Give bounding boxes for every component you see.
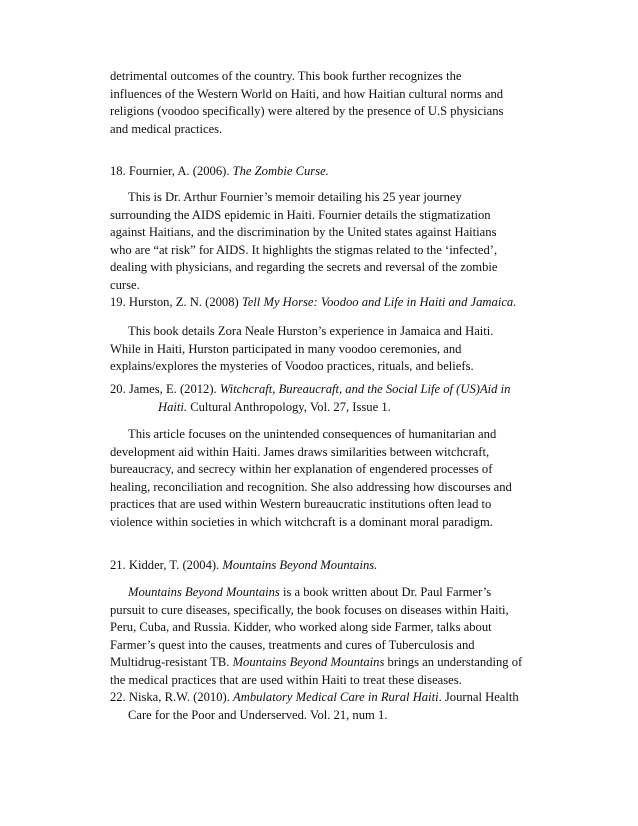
annotation-text: This book details Zora Neale Hurston’s experience in Jamaica and Haiti. While in Haiti, Hurston participated in many voodoo ceremonies, and explains/explores the mysteries of Voodoo practices, rituals, and beliefs. bbox=[110, 324, 494, 374]
entry-18 bbox=[110, 163, 530, 181]
entry-20 bbox=[110, 381, 530, 416]
citation: 18. Fournier, A. (2006). The Zombie Curse. bbox=[110, 164, 329, 178]
entry-19 bbox=[110, 294, 530, 312]
continued-annotation bbox=[110, 68, 530, 138]
citation: 20. James, E. (2012). Witchcraft, Bureaucraft, and the Social Life of (US)Aid in bbox=[110, 382, 511, 396]
entry-20-annotation bbox=[110, 426, 530, 532]
entry-18-annotation bbox=[110, 189, 530, 295]
entry-22 bbox=[110, 689, 530, 724]
citation: 21. Kidder, T. (2004). Mountains Beyond Mountains. bbox=[110, 558, 378, 572]
book-title: Mountains Beyond Mountains bbox=[232, 655, 385, 670]
citation-line-2: Haiti. Cultural Anthropology, Vol. 27, Issue 1. bbox=[158, 399, 391, 414]
entry-19-annotation bbox=[110, 323, 530, 376]
citation: 22. Niska, R.W. (2010). Ambulatory Medical Care in Rural Haiti. Journal Health bbox=[110, 690, 519, 704]
entry-21 bbox=[110, 557, 530, 575]
entry-21-annotation: Mountains Beyond Mountains is a book written about Dr. Paul Farmer’s pursuit to cure diseases, specifically, the book focuses on diseases within Haiti, Peru, Cuba, and Russia. Kidder, who worked along side Farmer, talks about Farmer’s quest into the causes, treatments and cures of Tuberculosis and Multidrug-resistant TB. Mountains Beyond Mountains brings an understanding of the medical practices that are used within Haiti to treat these diseases. bbox=[110, 585, 523, 687]
citation: 19. Hurston, Z. N. (2008) Tell My Horse: Voodoo and Life in Haiti and Jamaica. bbox=[110, 295, 517, 309]
annotation-text: This article focuses on the unintended consequences of humanitarian and development aid within Haiti. James draws similarities between witchcraft, bureaucracy, and secrecy within her explanation of engendered processes of healing, reconciliation and recognition. She also addressing how discourses and practices that are used within Western bureaucratic institutions often lead to violence within societies in which witchcraft is a dominant moral paradigm. bbox=[110, 427, 512, 529]
annotation-text: This is Dr. Arthur Fournier’s memoir detailing his 25 year journey surrounding the AIDS epidemic in Haiti. Fournier details the stigmatization against Haitians, and the discrimination by the United states against Haitians who are “at risk” for AIDS. It highlights the stigmas related to the ‘infected’, dealing with physicians, and regarding the secrets and reversal of the zombie curse. bbox=[110, 190, 498, 292]
annotation-text: detrimental outcomes of the country. This book further recognizes the influences of the Western World on Haiti, and how Haitian cultural norms and religions (voodoo specifically) were altered by the presence of U.S physicians and medical practices. bbox=[110, 69, 504, 136]
book-title: Mountains Beyond Mountains bbox=[128, 585, 280, 599]
citation-line-2: Care for the Poor and Underserved. Vol. 21, num 1. bbox=[128, 707, 388, 722]
